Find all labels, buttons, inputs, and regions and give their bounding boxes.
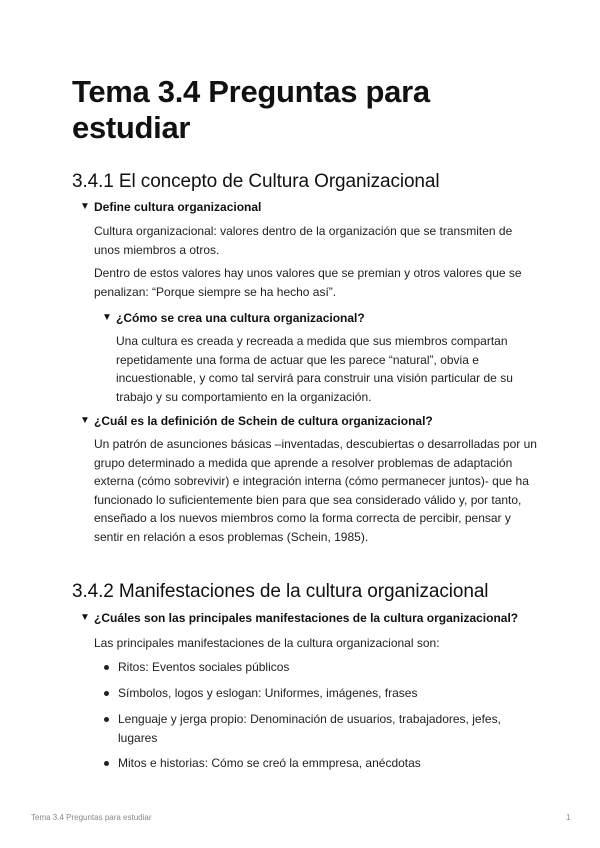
toggle-label: Define cultura organizacional [94, 200, 262, 214]
paragraph: Una cultura es creada y recreada a medida que sus miembros compartan repetidamente una forma de actuar que les parece “natural”, obvia e incuestionable, y como tal servirá para construir una visión particular de su trabajo y su comportamiento en la organización. [116, 334, 513, 404]
toggle-como-se-crea[interactable] [102, 310, 365, 326]
bullet-icon [104, 665, 109, 670]
toggle-manifestaciones[interactable] [80, 610, 518, 626]
list-item: Lenguaje y jerga propio: Denominación de usuarios, trabajadores, jefes, lugares [104, 710, 534, 747]
paragraph: Cultura organizacional: valores dentro de la organización que se transmiten de unos miembros a otros. [94, 224, 513, 257]
toggle-label: ¿Cómo se crea una cultura organizacional? [116, 311, 365, 325]
list-item: Símbolos, logos y eslogan: Uniformes, imágenes, frases [104, 684, 534, 703]
section-heading-3-4-2: 3.4.2 Manifestaciones de la cultura organizacional [72, 581, 489, 602]
toggle-label: ¿Cuál es la definición de Schein de cultura organizacional? [94, 414, 433, 428]
page-title: Tema 3.4 Preguntas para estudiar [72, 74, 430, 145]
list-item: Ritos: Eventos sociales públicos [104, 658, 534, 677]
paragraph: Un patrón de asunciones básicas –inventadas, descubiertas o desarrolladas por un grupo determinado a medida que aprende a resolver problemas de adaptación externa (cómo sobrevivir) e integración interna (cómo permanecer juntos)- que ha funcionado lo suficientemente bien para que sea considerado válido y, por tanto, enseñado a los nuevos miembros como la forma correcta de percibir, pensar y sentir en relación a esos problemas (Schein, 1985). [94, 437, 537, 544]
triangle-down-icon: ▼ [80, 415, 90, 426]
triangle-down-icon: ▼ [80, 612, 90, 623]
toggle-definicion-schein[interactable] [80, 413, 433, 429]
page-number: 1 [566, 813, 571, 822]
triangle-down-icon: ▼ [102, 312, 112, 323]
footer-title: Tema 3.4 Preguntas para estudiar [31, 813, 152, 822]
list-item: Mitos e historias: Cómo se creó la emmpresa, anécdotas [104, 754, 534, 773]
section-heading-3-4-1: 3.4.1 El concepto de Cultura Organizacional [72, 171, 440, 192]
toggle-label: ¿Cuáles son las principales manifestaciones de la cultura organizacional? [94, 611, 519, 625]
bullet-icon [104, 691, 109, 696]
paragraph: Las principales manifestaciones de la cultura organizacional son: [94, 636, 440, 650]
bullet-icon [104, 761, 109, 766]
toggle-define-cultura[interactable] [80, 199, 261, 215]
paragraph: Dentro de estos valores hay unos valores que se premian y otros valores que se penalizan: “Porque siempre se ha hecho así”. [94, 266, 522, 299]
bullet-icon [104, 717, 109, 722]
triangle-down-icon: ▼ [80, 201, 90, 212]
